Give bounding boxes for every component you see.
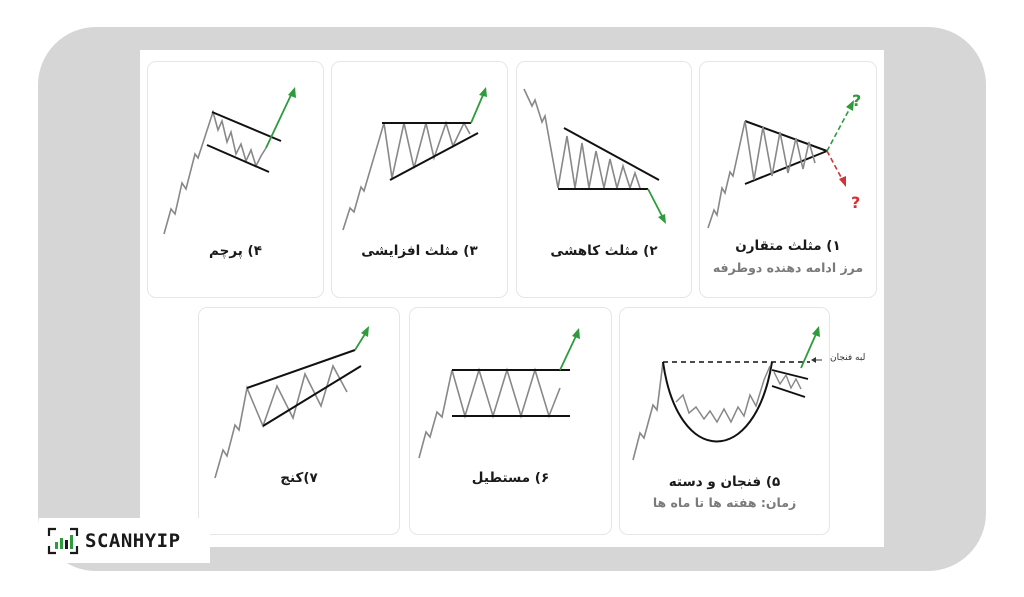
card-symmetrical-triangle xyxy=(699,61,877,298)
ascending-triangle-diagram xyxy=(332,62,508,262)
symmetrical-triangle-diagram xyxy=(700,62,877,262)
scanhyip-logo xyxy=(39,518,210,563)
card-title: ۴) پرچم xyxy=(209,243,262,259)
descending-triangle-diagram xyxy=(517,62,692,262)
up-question-mark: ? xyxy=(852,91,862,110)
card-flag xyxy=(147,61,324,298)
card-title: ۲) مثلث کاهشی xyxy=(550,243,658,259)
card-title: ۶) مستطیل xyxy=(471,470,550,486)
card-ascending-triangle xyxy=(331,61,508,298)
card-cup-and-handle xyxy=(619,307,830,535)
card-descending-triangle xyxy=(516,61,692,298)
flag-diagram xyxy=(148,62,324,262)
card-title: ۵) فنجان و دسته xyxy=(668,474,781,490)
down-question-mark: ? xyxy=(851,193,861,212)
logo-text: SCANHYIP xyxy=(85,529,181,552)
card-title: ۳) مثلث افزایشی xyxy=(361,243,478,259)
card-wedge xyxy=(198,307,400,535)
logo-chart-icon xyxy=(47,527,79,555)
card-title: ۷)کنج xyxy=(280,470,318,486)
card-subtitle: زمان: هفته ها تا ماه ها xyxy=(652,495,797,510)
card-rectangle xyxy=(409,307,612,535)
handle-label: لبه فنجان xyxy=(830,353,866,363)
card-subtitle: مرز ادامه دهنده دوطرفه xyxy=(712,260,864,275)
card-title: ۱) مثلث متقارن xyxy=(735,238,841,254)
